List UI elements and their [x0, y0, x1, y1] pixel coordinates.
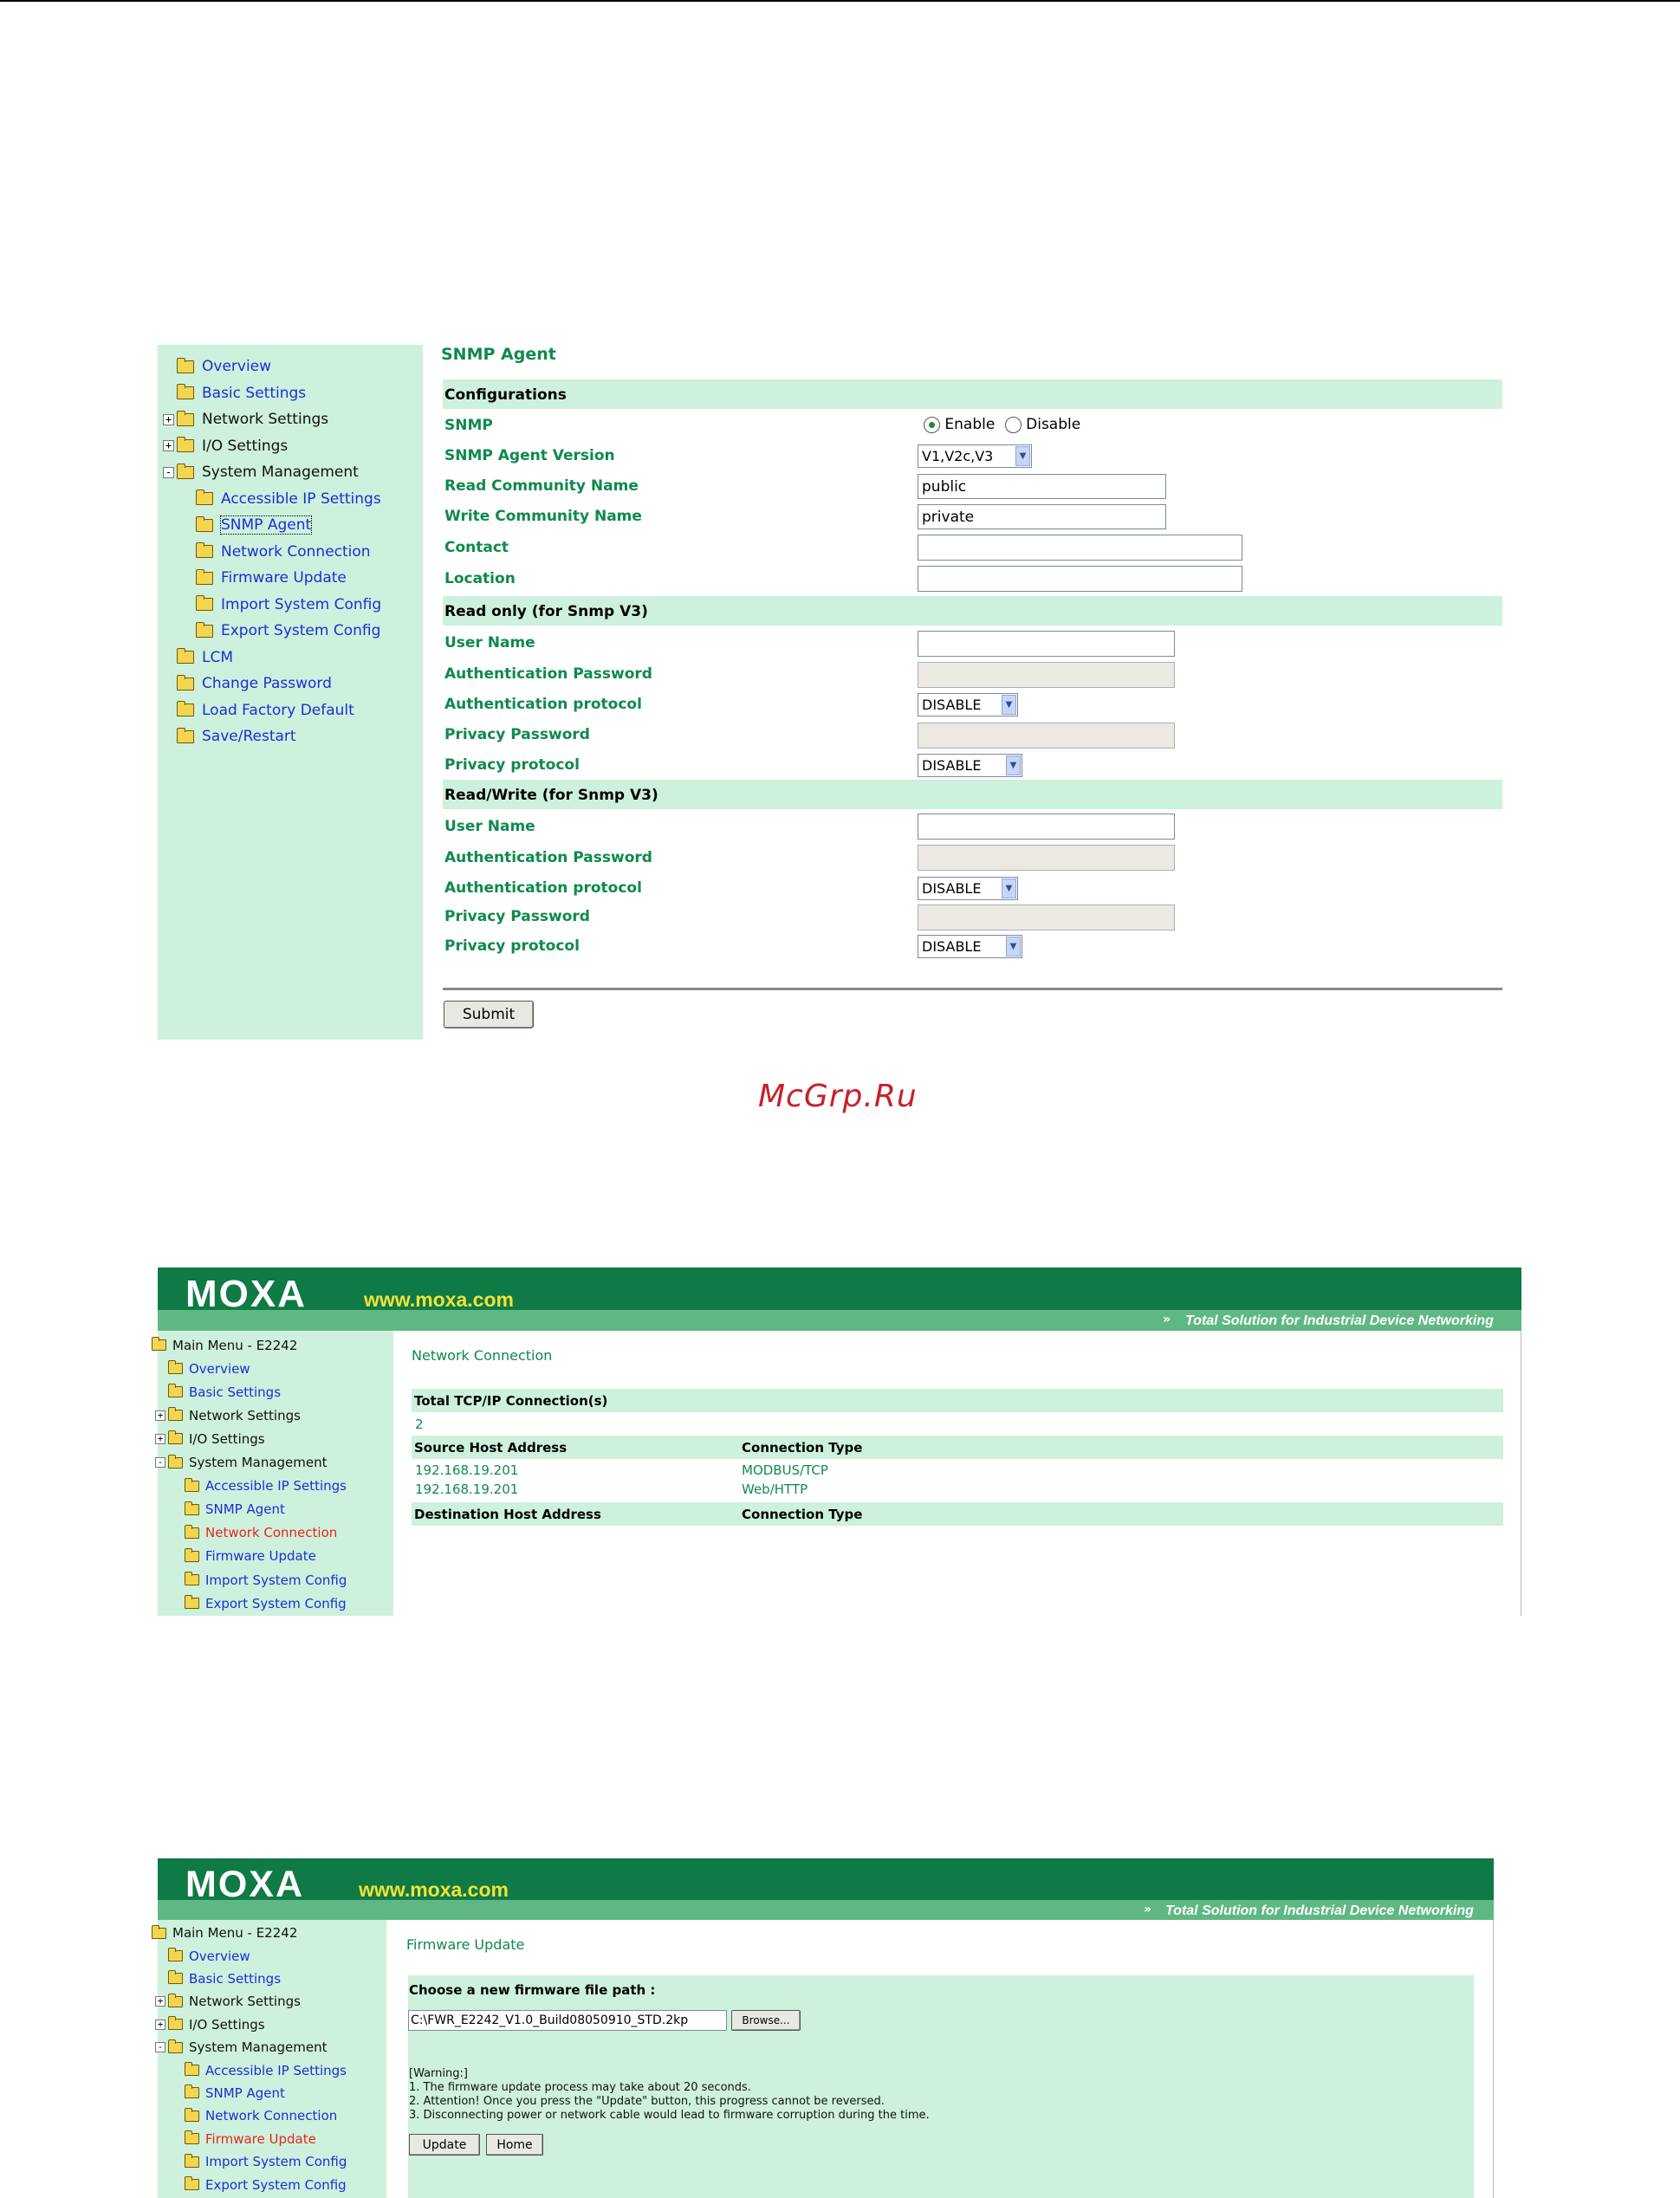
page-top-rule: [0, 0, 1680, 2]
folder-icon: [196, 492, 213, 505]
moxa-logo: MOXA: [185, 1273, 307, 1315]
firmware-file-input[interactable]: C:\FWR_E2242_V1.0_Build08050910_STD.2kp: [408, 2010, 727, 2031]
folder-icon: [168, 1950, 183, 1961]
warning-line: 2. Attention! Once you press the "Update" button, this progress cannot be reversed.: [409, 2095, 885, 2108]
folder-icon: [177, 730, 194, 743]
contact-input[interactable]: [918, 535, 1242, 561]
contact-label: Contact: [444, 539, 509, 556]
menu-item-import-system-config[interactable]: [185, 2150, 347, 2173]
rw-user-name-input[interactable]: [918, 814, 1175, 840]
folder-icon: [185, 1527, 199, 1539]
warning-line: [Warning:]: [409, 2067, 468, 2080]
moxa-url: www.moxa.com: [364, 1288, 514, 1311]
update-button[interactable]: Update: [409, 2134, 480, 2156]
divider: [443, 988, 1502, 990]
rw-privacy-password-input[interactable]: [918, 904, 1175, 930]
chevron-down-icon: ▼: [1006, 755, 1021, 775]
menu-item-label: I/O Settings: [189, 2016, 265, 2033]
table-row-type: Web/HTTP: [742, 1482, 808, 1497]
menu-item-label: System Management: [189, 2039, 328, 2056]
menu-item-label: Main Menu - E2242: [172, 1337, 298, 1353]
menu-item-firmware-update[interactable]: [185, 2128, 316, 2150]
menu-item-label: System Management: [189, 1455, 328, 1471]
expand-icon[interactable]: +: [163, 414, 174, 425]
menu-item-label: I/O Settings: [202, 437, 289, 455]
table-row-host: 192.168.19.201: [415, 1462, 519, 1478]
sidebar: [158, 1920, 386, 2198]
ro-auth-protocol-label: Authentication protocol: [444, 696, 642, 713]
header-banner: [158, 1268, 1521, 1331]
folder-icon: [185, 2065, 199, 2076]
menu-item-label: Accessible IP Settings: [221, 490, 381, 508]
folder-icon: [185, 1598, 199, 1609]
source-header-row: [412, 1436, 1503, 1459]
firmware-update-screenshot: [158, 1858, 1494, 2198]
rw-auth-password-label: Authentication Password: [444, 849, 652, 866]
menu-item-import-system-config[interactable]: [196, 592, 381, 619]
folder-open-icon: [152, 1928, 166, 1939]
menu-item-snmp-agent[interactable]: [196, 512, 311, 539]
rw-auth-protocol-select[interactable]: [918, 877, 1018, 900]
menu-item-lcm[interactable]: [177, 645, 233, 671]
menu-item-label: SNMP Agent: [205, 1501, 285, 1518]
page-title: Firmware Update: [406, 1936, 525, 1953]
menu-item-label: Change Password: [202, 675, 332, 693]
folder-icon: [185, 1551, 199, 1562]
folder-icon: [196, 572, 213, 585]
folder-icon: [168, 1996, 183, 2007]
connection-type-header: Connection Type: [742, 1440, 863, 1456]
menu-item-accessible-ip-settings[interactable]: [185, 2059, 347, 2081]
page-title: SNMP Agent: [441, 345, 556, 364]
section-configurations: [443, 379, 1502, 409]
menu-item-label: LCM: [202, 648, 234, 666]
expand-icon[interactable]: +: [163, 440, 174, 451]
menu-item-change-password[interactable]: [177, 671, 332, 697]
tagline: Total Solution for Industrial Device Networking: [1165, 1903, 1474, 1918]
folder-open-icon: [168, 2042, 183, 2053]
folder-icon: [185, 1574, 199, 1585]
read-community-label: Read Community Name: [444, 477, 639, 495]
folder-icon: [185, 1504, 199, 1515]
menu-item-label: Network Connection: [205, 1525, 338, 1541]
menu-item-basic-settings[interactable]: [168, 1380, 281, 1404]
ro-user-name-input[interactable]: [918, 631, 1175, 657]
menu-item-network-connection[interactable]: [196, 539, 371, 566]
tagline: Total Solution for Industrial Device Networking: [1185, 1313, 1494, 1328]
folder-icon: [196, 545, 213, 558]
table-row-host: 192.168.19.201: [415, 1482, 519, 1497]
menu-item-label: Overview: [189, 1948, 250, 1964]
menu-item-basic-settings[interactable]: [168, 1968, 281, 1990]
warning-line: 3. Disconnecting power or network cable would lead to firmware corruption during the time.: [409, 2109, 930, 2122]
watermark: McGrp.Ru: [758, 1079, 918, 1114]
menu-item-export-system-config[interactable]: [196, 618, 380, 645]
rw-user-name-label: User Name: [444, 818, 535, 835]
folder-icon: [177, 678, 194, 691]
menu-item-system-management[interactable]: [165, 459, 359, 486]
menu-item-label: Overview: [202, 358, 272, 376]
menu-item-label: Export System Config: [205, 2176, 347, 2193]
folder-open-icon: [177, 466, 194, 479]
location-label: Location: [444, 570, 516, 587]
menu-item-label: Network Settings: [189, 1407, 301, 1423]
page-title: Network Connection: [412, 1347, 553, 1364]
menu-item-label: Overview: [189, 1360, 250, 1377]
warning-text: [409, 2067, 930, 2123]
sidebar: [158, 345, 423, 1040]
agent-version-value: V1,V2c,V3: [922, 448, 994, 464]
menu-item-system-management[interactable]: [157, 2036, 328, 2059]
snmp-enable-label: Enable: [944, 416, 996, 433]
menu-item-label: I/O Settings: [189, 1430, 265, 1447]
read-community-input[interactable]: public: [918, 474, 1166, 499]
section-read-only-title: Read only (for Snmp V3): [444, 603, 648, 620]
menu-item-save-restart[interactable]: [177, 723, 296, 750]
folder-icon: [177, 439, 194, 452]
rw-privacy-password-label: Privacy Password: [444, 908, 590, 925]
network-connection-screenshot: [158, 1268, 1521, 1616]
menu-item-network-connection[interactable]: [185, 2104, 337, 2127]
header-banner: [158, 1858, 1494, 1920]
rw-privacy-protocol-select[interactable]: [918, 935, 1022, 958]
folder-icon: [168, 1973, 183, 1984]
menu-item-label: Export System Config: [221, 622, 381, 640]
menu-item-snmp-agent[interactable]: [185, 2082, 285, 2104]
menu-item-network-settings[interactable]: [157, 1404, 301, 1427]
chevron-down-icon: ▼: [1002, 695, 1016, 715]
menu-item-network-settings[interactable]: [157, 1990, 301, 2013]
folder-icon: [168, 1363, 183, 1374]
menu-item-basic-settings[interactable]: [177, 380, 306, 407]
menu-item-firmware-update[interactable]: [185, 1545, 316, 1568]
chevron-down-icon: ▼: [1006, 937, 1021, 956]
rw-privacy-protocol-label: Privacy protocol: [444, 937, 580, 955]
section-configurations-title: Configurations: [444, 386, 567, 404]
folder-icon: [177, 651, 194, 664]
menu-item-label: Basic Settings: [189, 1970, 282, 1987]
table-row-type: MODBUS/TCP: [742, 1462, 828, 1478]
menu-item-network-settings[interactable]: [165, 406, 329, 433]
menu-item-system-management[interactable]: [157, 1451, 328, 1475]
menu-item-label: Accessible IP Settings: [205, 2062, 347, 2078]
moxa-url: www.moxa.com: [359, 1878, 509, 1901]
folder-icon: [168, 1386, 183, 1397]
rw-auth-password-input[interactable]: [918, 845, 1175, 871]
menu-item-label: Firmware Update: [205, 2130, 316, 2147]
menu-item-export-system-config[interactable]: [185, 2173, 347, 2195]
menu-item-i-o-settings[interactable]: [157, 2013, 265, 2036]
menu-item-accessible-ip-settings[interactable]: [185, 1475, 347, 1498]
destination-type-header: Connection Type: [742, 1507, 863, 1522]
folder-icon: [185, 1481, 199, 1492]
expand-icon[interactable]: +: [155, 1410, 165, 1421]
total-value: 2: [415, 1417, 424, 1432]
ro-privacy-protocol-select[interactable]: [918, 754, 1022, 777]
folder-icon: [177, 386, 194, 399]
menu-item-main-menu-e2242[interactable]: [152, 1333, 297, 1357]
menu-item-label: System Management: [202, 464, 359, 482]
folder-icon: [177, 413, 194, 426]
agent-version-label: SNMP Agent Version: [444, 447, 615, 464]
folder-icon: [168, 1410, 183, 1421]
menu-item-label: SNMP Agent: [221, 516, 312, 535]
menu-item-overview[interactable]: [168, 1944, 250, 1967]
folder-icon: [185, 2179, 199, 2190]
menu-item-label: SNMP Agent: [205, 2085, 285, 2101]
snmp-label: SNMP: [444, 417, 493, 434]
menu-item-main-menu-e2242[interactable]: [152, 1922, 297, 1944]
menu-item-label: Network Settings: [202, 411, 329, 429]
double-chevron-icon: »: [1144, 1903, 1152, 1916]
folder-icon: [185, 2133, 199, 2144]
menu-item-snmp-agent[interactable]: [185, 1498, 285, 1521]
menu-item-export-system-config[interactable]: [185, 1592, 347, 1615]
collapse-icon[interactable]: -: [155, 2042, 165, 2052]
expand-icon[interactable]: +: [155, 1996, 165, 2007]
expand-icon[interactable]: +: [155, 2020, 165, 2030]
chevron-down-icon: ▼: [1002, 879, 1016, 898]
menu-item-accessible-ip-settings[interactable]: [196, 486, 381, 513]
menu-item-label: Firmware Update: [221, 569, 347, 587]
browse-button[interactable]: Browse...: [731, 2010, 801, 2031]
rw-privacy-protocol-value: DISABLE: [922, 938, 982, 955]
rw-auth-protocol-label: Authentication protocol: [444, 879, 642, 897]
folder-icon: [196, 519, 213, 532]
collapse-icon[interactable]: -: [163, 467, 174, 478]
home-button[interactable]: Home: [486, 2134, 543, 2156]
menu-item-network-connection[interactable]: [185, 1521, 337, 1545]
snmp-agent-screenshot: [158, 345, 1502, 1040]
rw-auth-protocol-value: DISABLE: [922, 880, 982, 897]
menu-item-import-system-config[interactable]: [185, 1568, 347, 1592]
sidebar: [158, 1331, 393, 1616]
menu-item-i-o-settings[interactable]: [157, 1427, 265, 1450]
menu-item-label: Export System Config: [205, 1595, 347, 1611]
ro-auth-protocol-select[interactable]: [918, 693, 1018, 716]
snmp-enable-radio[interactable]: [924, 417, 940, 433]
menu-item-label: Import System Config: [205, 1572, 347, 1588]
menu-item-overview[interactable]: [168, 1357, 250, 1380]
folder-icon: [185, 2156, 199, 2168]
folder-open-icon: [168, 1457, 183, 1469]
menu-item-label: Firmware Update: [205, 1548, 316, 1565]
ro-privacy-protocol-label: Privacy protocol: [444, 756, 580, 774]
folder-icon: [196, 625, 213, 638]
snmp-radio-group: [924, 416, 1080, 433]
menu-item-label: Basic Settings: [189, 1384, 282, 1400]
source-host-header: Source Host Address: [414, 1440, 568, 1456]
folder-icon: [168, 2019, 183, 2030]
ro-auth-password-label: Authentication Password: [444, 665, 652, 683]
ro-auth-protocol-value: DISABLE: [922, 697, 982, 713]
menu-item-firmware-update[interactable]: [196, 565, 347, 592]
ro-privacy-password-label: Privacy Password: [444, 726, 590, 743]
choose-file-label: Choose a new firmware file path :: [409, 1982, 656, 1998]
menu-item-label: Import System Config: [221, 595, 382, 613]
menu-item-label: Save/Restart: [202, 728, 296, 746]
location-input[interactable]: [918, 566, 1242, 592]
folder-icon: [177, 360, 194, 373]
double-chevron-icon: »: [1163, 1313, 1171, 1326]
ro-privacy-password-input[interactable]: [918, 723, 1175, 749]
destination-host-header: Destination Host Address: [414, 1507, 601, 1522]
expand-icon[interactable]: +: [155, 1434, 165, 1444]
total-header: Total TCP/IP Connection(s): [414, 1393, 608, 1409]
folder-icon: [196, 598, 213, 611]
write-community-label: Write Community Name: [444, 508, 642, 525]
menu-item-label: Import System Config: [205, 2154, 347, 2170]
warning-line: 1. The firmware update process may take about 20 seconds.: [409, 2081, 751, 2094]
menu-item-label: Load Factory Default: [202, 701, 354, 719]
menu-item-i-o-settings[interactable]: [165, 433, 289, 460]
agent-version-select[interactable]: [918, 444, 1032, 468]
section-read-write-title: Read/Write (for Snmp V3): [444, 787, 658, 804]
folder-icon: [177, 703, 194, 716]
menu-item-load-factory-default[interactable]: [177, 697, 354, 724]
folder-icon: [168, 1433, 183, 1444]
ro-user-name-label: User Name: [444, 634, 535, 652]
menu-item-label: Network Settings: [189, 1994, 301, 2010]
collapse-icon[interactable]: -: [155, 1457, 165, 1468]
folder-icon: [185, 2087, 199, 2098]
menu-item-label: Network Connection: [205, 2108, 338, 2124]
snmp-disable-label: Disable: [1026, 416, 1081, 433]
chevron-down-icon: ▼: [1015, 446, 1030, 466]
menu-item-label: Network Connection: [221, 542, 371, 561]
submit-button[interactable]: Submit: [444, 1001, 534, 1028]
menu-item-label: Basic Settings: [202, 384, 307, 402]
moxa-logo: MOXA: [185, 1864, 304, 1905]
ro-auth-password-input[interactable]: [918, 662, 1175, 688]
write-community-input[interactable]: private: [918, 504, 1166, 529]
menu-item-label: Main Menu - E2242: [172, 1925, 298, 1942]
folder-icon: [185, 2110, 199, 2122]
menu-item-overview[interactable]: [177, 353, 271, 380]
snmp-disable-radio[interactable]: [1005, 417, 1022, 433]
folder-open-icon: [152, 1339, 166, 1351]
ro-privacy-protocol-value: DISABLE: [922, 757, 982, 774]
menu-item-label: Accessible IP Settings: [205, 1478, 347, 1495]
